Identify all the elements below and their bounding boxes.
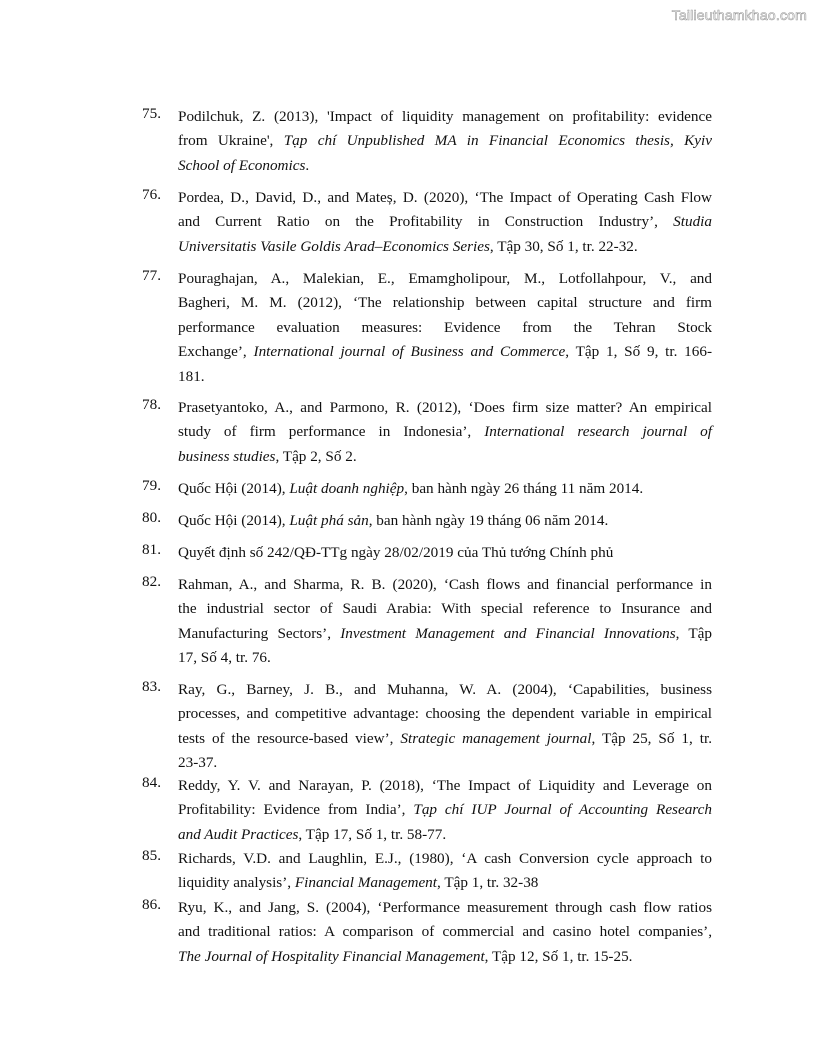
italic-title: Studia [673,213,712,231]
reference-text [178,396,712,469]
reference-item [142,186,712,259]
reference-line [178,646,712,670]
reference-line [178,920,712,944]
text-segment: Quyết định số 242/QĐ-TTg ngày 28/02/2019 của Thủ tướng Chính phủ [178,544,614,561]
reference-line [178,477,712,501]
reference-number: 76. [142,186,161,203]
reference-line [178,235,712,259]
text-segment: Prasetyantoko, A., and Parmono, R. (2012), ‘Does firm size matter? An empirical [178,399,712,416]
text-segment: 17, Số 4, tr. 76. [178,649,271,667]
text-segment: liquidity analysis’, [178,874,295,892]
italic-title: and Audit Practices [178,825,299,843]
reference-line [178,597,712,621]
reference-item [142,774,712,847]
reference-line [178,210,712,234]
text-segment: tests of the resource-based view’, [178,729,401,747]
text-segment: Richards, V.D. and Laughlin, E.J., (1980), ‘A cash Conversion cycle approach to [178,850,712,867]
reference-line [178,945,712,969]
reference-text [178,105,712,178]
text-segment: Pordea, D., David, D., and Mateș, D. (2020), ‘The Impact of Operating Cash Flow [178,189,712,206]
italic-title: business studies [178,447,276,465]
reference-line [178,774,712,798]
reference-line [178,541,712,565]
text-segment: , ban hành ngày 19 tháng 06 năm 2014. [368,512,609,529]
text-segment: Ryu, K., and Jang, S. (2004), ‘Performance measurement through cash flow ratios [178,899,712,916]
text-segment: , Tập [675,624,712,642]
text-segment: Rahman, A., and Sharma, R. B. (2020), ‘Cash flows and financial performance in [178,576,712,593]
italic-title: Tạp chí IUP Journal of Accounting Research [413,801,712,819]
reference-number: 78. [142,396,161,413]
reference-item [142,396,712,469]
italic-title: Financial Management [294,874,437,892]
reference-number: 80. [142,509,161,526]
text-segment: from Ukraine', [178,132,284,150]
reference-text [178,509,712,533]
italic-title: Tạp chí Unpublished MA in Financial Economics thesis, Kyiv [283,132,712,150]
text-segment: 23-37. [178,754,218,772]
italic-title: International journal of Business and Commerce [253,343,566,361]
text-segment: Exchange’, [178,343,254,361]
reference-line [178,267,712,291]
reference-number: 77. [142,267,161,284]
reference-number: 81. [142,541,161,558]
reference-text [178,678,712,776]
reference-text [178,573,712,671]
reference-line [178,105,712,129]
text-segment: 181. [178,367,205,385]
reference-text [178,896,712,969]
text-segment: Profitability: Evidence from India’, [178,801,414,819]
text-segment: , Tập 12, Số 1, tr. 15-25. [484,947,633,965]
italic-title: International research journal of [484,423,712,441]
reference-line [178,316,712,340]
reference-line [178,154,712,178]
text-segment: Reddy, Y. V. and Narayan, P. (2018), ‘The Impact of Liquidity and Leverage on [178,777,712,794]
reference-number: 79. [142,477,161,494]
text-segment: , Tập 30, Số 1, tr. 22-32. [489,237,638,255]
reference-line [178,573,712,597]
reference-item [142,477,712,501]
reference-line [178,622,712,646]
reference-line [178,896,712,920]
reference-text [178,847,712,896]
reference-line [178,798,712,822]
reference-text [178,541,712,565]
text-segment: . [305,156,310,174]
italic-title: Strategic management journal [400,729,592,747]
reference-line [178,727,712,751]
reference-line [178,186,712,210]
reference-item [142,896,712,969]
italic-title: Universitatis Vasile Goldis Arad–Economics Series [178,237,490,255]
italic-title: Luật phá sản [289,512,369,529]
reference-line [178,871,712,895]
reference-line [178,847,712,871]
text-segment: the industrial sector of Saudi Arabia: With special reference to Insurance and [178,600,712,618]
reference-line [178,396,712,420]
text-segment: , Tập 1, tr. 32-38 [437,874,539,892]
reference-number: 83. [142,678,161,695]
reference-text [178,477,712,501]
text-segment: performance evaluation measures: Evidence from the Tehran Stock [178,318,712,336]
reference-line [178,678,712,702]
reference-line [178,823,712,847]
reference-line [178,365,712,389]
text-segment: study of firm performance in Indonesia’, [178,423,485,441]
text-segment: Ray, G., Barney, J. B., and Muhanna, W. A. (2004), ‘Capabilities, business [178,681,712,698]
reference-number: 75. [142,105,161,122]
italic-title: The Journal of Hospitality Financial Management [178,947,485,965]
text-segment: Bagheri, M. M. (2012), ‘The relationship between capital structure and firm [178,294,712,312]
reference-line [178,751,712,775]
text-segment: Podilchuk, Z. (2013), 'Impact of liquidity management on profitability: evidence [178,108,712,125]
text-segment: and Current Ratio on the Profitability in Construction Industry’, [178,213,674,231]
text-segment: , Tập 25, Số 1, tr. [591,729,712,747]
italic-title: Investment Management and Financial Innovations [340,624,676,642]
reference-number: 85. [142,847,161,864]
reference-line [178,340,712,364]
reference-item [142,847,712,896]
reference-number: 84. [142,774,161,791]
reference-line [178,129,712,153]
reference-text [178,774,712,847]
reference-line [178,420,712,444]
text-segment: , ban hành ngày 26 tháng 11 năm 2014. [404,480,644,497]
reference-line [178,291,712,315]
text-segment: , Tập 17, Số 1, tr. 58-77. [298,825,447,843]
reference-text [178,267,712,389]
reference-line [178,445,712,469]
text-segment: , Tập 1, Số 9, tr. 166- [565,343,712,361]
italic-title: Luật doanh nghiệp [289,480,405,497]
reference-item [142,105,712,178]
reference-number: 82. [142,573,161,590]
reference-item [142,541,712,565]
text-segment: and traditional ratios: A comparison of commercial and casino hotel companies’, [178,923,712,941]
reference-line [178,509,712,533]
text-segment: , Tập 2, Số 2. [275,447,357,465]
text-segment: Pouraghajan, A., Malekian, E., Emamgholipour, M., Lotfollahpour, V., and [178,270,712,287]
reference-line [178,702,712,726]
italic-title: School of Economics [178,156,306,174]
reference-text [178,186,712,259]
watermark: Tailieuthamkhao.com [671,7,807,23]
text-segment: Manufacturing Sectors’, [178,624,341,642]
reference-item [142,267,712,389]
text-segment: Quốc Hội (2014), [178,512,290,529]
reference-item [142,573,712,671]
reference-number: 86. [142,896,161,913]
text-segment: processes, and competitive advantage: choosing the dependent variable in empirical [178,705,712,723]
text-segment: Quốc Hội (2014), [178,480,290,497]
reference-item [142,678,712,776]
reference-item [142,509,712,533]
